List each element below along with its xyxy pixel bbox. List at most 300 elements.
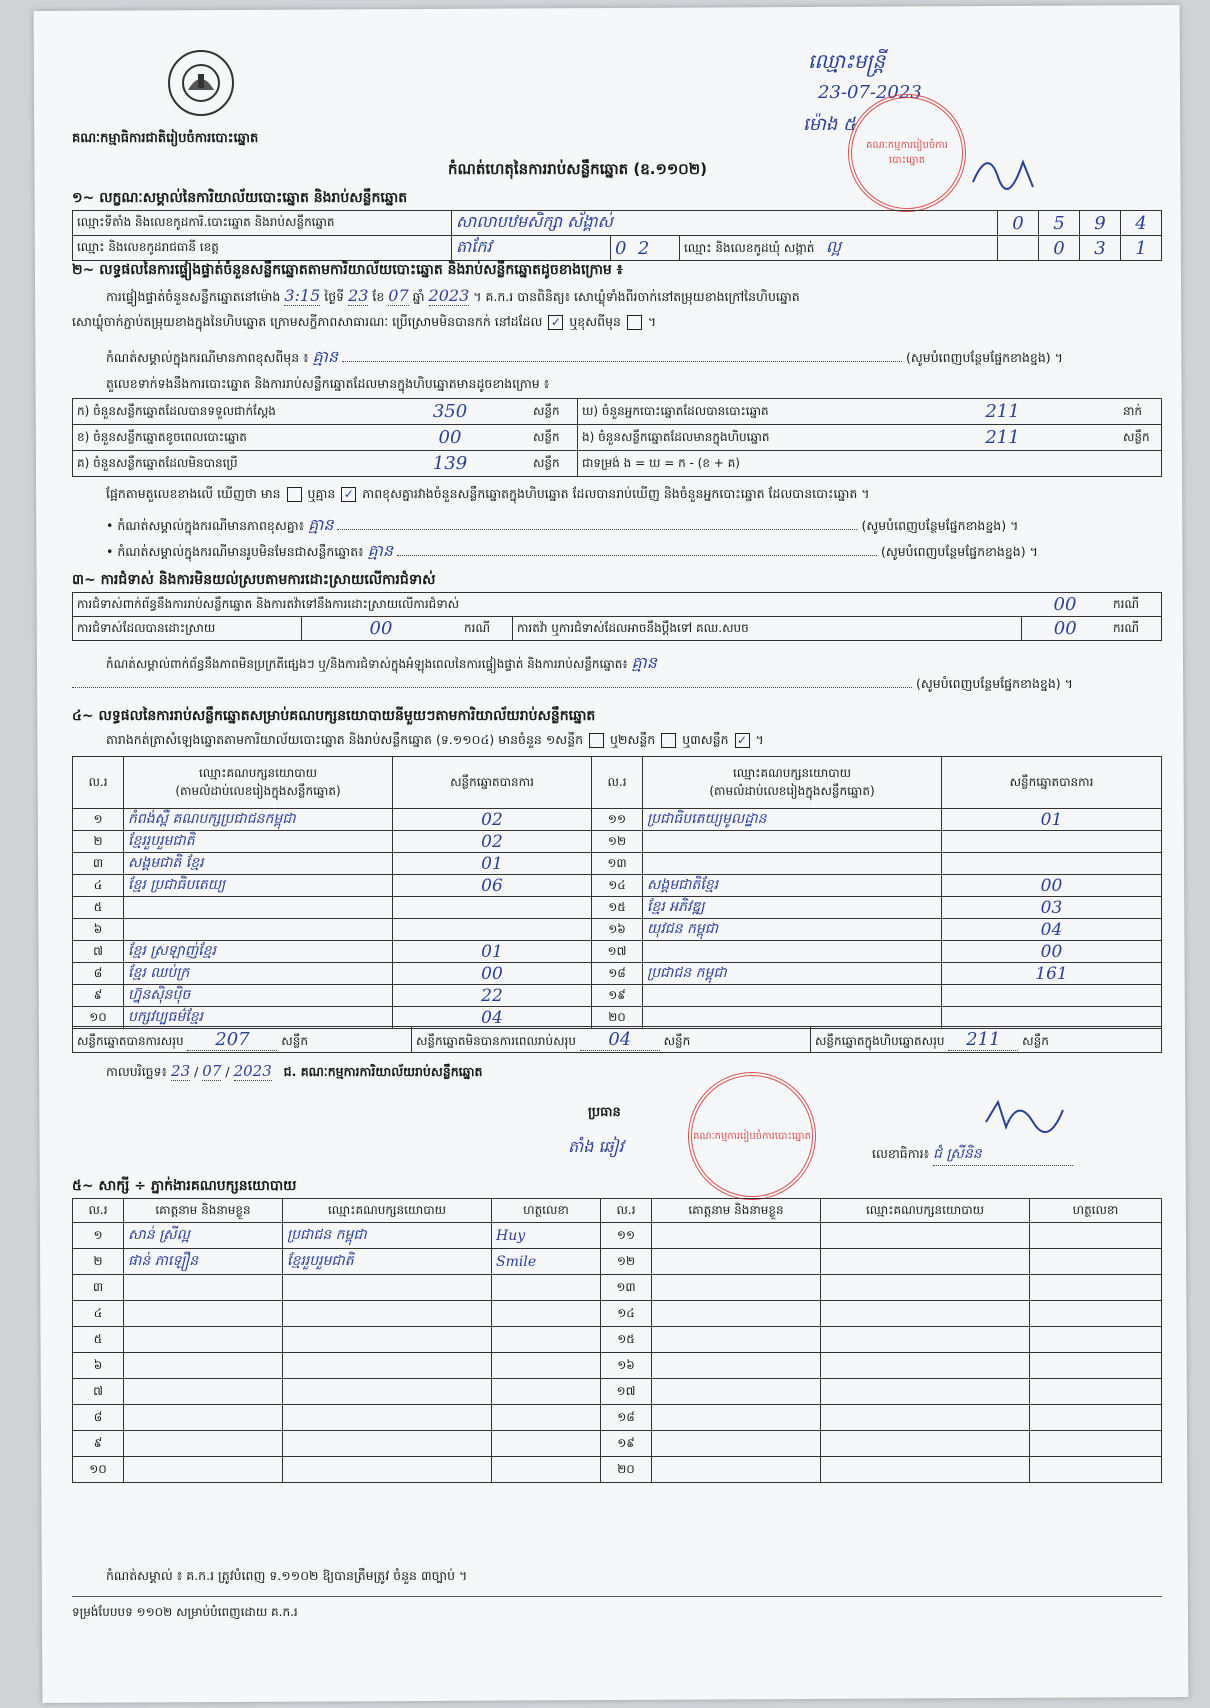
seal-text: សោឃ្លុំចាក់ភ្ជាប់តម្រុយខាងក្នុងនៃហិបឆ្នោត ក្រោមសក្ខីភាពសាធារណៈ ប្រើស្រោមមិនបានកក់ នៅដដែល — [72, 314, 543, 329]
verify-year: 2023 — [428, 286, 470, 305]
result-no: ៩ — [73, 985, 124, 1007]
witness-empty-cell — [821, 1327, 1030, 1353]
result-votes: 00 — [393, 963, 592, 985]
witness-row — [73, 1327, 1162, 1353]
witness-no: ៨ — [73, 1405, 124, 1431]
witness-party — [283, 1327, 492, 1353]
section1-heading: ១~ លក្ខណៈសម្គាល់នៃការិយាល័យបោះឆ្នោត និងរាប់សន្លឹកឆ្នោត — [72, 190, 408, 206]
w-col-no-left: ល.រ — [73, 1199, 124, 1223]
secretary-signature — [978, 1092, 1068, 1142]
witness-empty-cell — [821, 1301, 1030, 1327]
witness-row — [73, 1249, 1162, 1275]
figures-table — [72, 398, 1162, 477]
witness-party — [283, 1457, 492, 1483]
irregularity-note-line — [106, 652, 657, 676]
result-votes: 02 — [393, 831, 592, 853]
witness-empty-cell — [1030, 1327, 1162, 1353]
result-party: ប្រជាធិបតេយ្យមូលដ្ឋាន — [643, 809, 942, 831]
result-party: បក្សវប្បធម៌ខ្មែរ — [124, 1007, 393, 1029]
total-invalid-cell — [412, 1027, 811, 1053]
w-col-name-left: គោត្តនាម និងនាមខ្លួន — [124, 1199, 283, 1223]
verification-line — [106, 286, 800, 308]
results-row — [73, 875, 1162, 897]
difference-note-line — [106, 514, 1166, 538]
results-body — [73, 809, 1162, 1029]
spoiled-label: ខ) ចំនួនសន្លឹកឆ្នោតខូចពេលបោះឆ្នោត — [73, 425, 372, 451]
witness-sign — [492, 1379, 601, 1405]
results-row — [73, 897, 1162, 919]
witness-party — [283, 1405, 492, 1431]
witness-sign — [492, 1301, 601, 1327]
verify-day: 23 — [348, 286, 369, 305]
w-col-no-right: ល.រ — [601, 1199, 652, 1223]
commune-value: ល្អ — [825, 237, 842, 256]
witness-name — [124, 1405, 283, 1431]
witness-empty-cell — [821, 1249, 1030, 1275]
result-party — [124, 897, 393, 919]
unused-label: គ) ចំនួនសន្លឹកឆ្នោតដែលមិនបានប្រើ — [73, 451, 372, 477]
resolved-label: ការជំទាស់ដែលបានដោះស្រាយ — [73, 617, 302, 641]
commune-label: ឈ្មោះ និងលេខកូដឃុំ សង្កាត់ — [684, 241, 815, 255]
chair-title: ប្រធាន — [588, 1105, 621, 1120]
witness-empty-cell — [821, 1457, 1030, 1483]
section5-heading: ៥~ សាក្សី ÷ ភ្នាក់ងារគណបក្សនយោបាយ — [72, 1178, 297, 1194]
result-no: ១៧ — [592, 941, 643, 963]
col-no-left: ល.រ — [73, 757, 124, 809]
witness-no: ១១ — [601, 1223, 652, 1249]
result-party: ប្រជាជន កម្ពុជា — [643, 963, 942, 985]
result-party — [124, 919, 393, 941]
witness-row — [73, 1223, 1162, 1249]
col-party-right-sub: (តាមលំដាប់លេខរៀងក្នុងសន្លឹកឆ្នោត) — [709, 783, 875, 798]
witness-no: ៣ — [73, 1275, 124, 1301]
verify-text-e: ។ គ.ក.រ បានពិនិត្យ៖ សោឃ្លុំទាំងពីរចាក់នៅតម្រុយខាងក្រៅនៃហិបឆ្នោត — [473, 289, 800, 304]
verify-text-b: ថ្ងៃទី — [324, 289, 345, 304]
witness-no: ១៥ — [601, 1327, 652, 1353]
witness-party — [283, 1353, 492, 1379]
committee-label: ជ. គណៈកម្មការការិយាល័យរាប់សន្លឹកឆ្នោត — [283, 1064, 483, 1079]
form-page — [48, 12, 1168, 1692]
box-count-value: 211 — [886, 425, 1119, 451]
difference-note-hint: (សូមបំពេញបន្ថែមផ្នែកខាងខ្នង) ។ — [861, 518, 1019, 533]
official-stamp-bottom — [688, 1072, 816, 1200]
witness-name: ផាន់ ភាឡឿន — [124, 1249, 283, 1275]
results-row — [73, 853, 1162, 875]
result-party: ហ្វ៊ុនស៊ិនប៉ិច — [124, 985, 393, 1007]
formula: ជាទម្រង់ ង = ឃ = ក - (ខ + គ) — [578, 451, 1162, 477]
witness-empty-cell — [821, 1405, 1030, 1431]
date-year: 2023 — [233, 1062, 272, 1080]
witness-sign — [492, 1275, 601, 1301]
result-party: ខ្មែរ ប្រជាធិបតេយ្យ — [124, 875, 393, 897]
witness-name — [124, 1353, 283, 1379]
stamp-text-bottom: គណៈកម្មការរៀបចំការបោះឆ្នោត — [693, 1130, 811, 1142]
commune-code-3: 1 — [1121, 236, 1162, 261]
date-label: កាលបរិច្ឆេទ៖ — [106, 1064, 168, 1079]
witness-empty-cell — [652, 1405, 821, 1431]
result-no: ២ — [73, 831, 124, 853]
col-party-left — [124, 757, 393, 809]
witness-no: ១៨ — [601, 1405, 652, 1431]
witness-empty-cell — [1030, 1379, 1162, 1405]
voters-unit: នាក់ — [1119, 399, 1162, 425]
witness-no: ៧ — [73, 1379, 124, 1405]
total-box-label: សន្លឹកឆ្នោតក្នុងហិបឆ្នោតសរុប — [815, 1033, 945, 1048]
witness-sign — [492, 1431, 601, 1457]
totals-table — [72, 1026, 1162, 1053]
appeal-unit: ករណី — [1109, 617, 1162, 641]
box-count-label: ង) ចំនួនសន្លឹកឆ្នោតដែលមានក្នុងហិបឆ្នោត — [578, 425, 887, 451]
irregularity-note-hint: (សូមបំពេញបន្ថែមផ្នែកខាងខ្នង) ។ — [915, 676, 1073, 691]
witness-party — [283, 1275, 492, 1301]
seal-note-hint: (សូមបំពេញបន្ថែមផ្នែកខាងខ្នង) ។ — [906, 350, 1063, 365]
sheets-count-line: តារាងកត់ត្រាសំឡេងឆ្នោតតាមការិយាល័យបោះឆ្នោត និងរាប់សន្លឹកឆ្នោត (ទ.១១០៤) មានចំនួន ១សន្លឹក ឬ២សន្លឹក ឬ៣សន្លឹក ✓ ។ — [106, 732, 764, 747]
footer-form-ref: ទម្រង់បែបបទ ១១០២ សម្រាប់បំពេញដោយ គ.ក.រ — [72, 1605, 298, 1619]
handwritten-note-time: ម៉ោង ៥ — [803, 114, 856, 135]
witness-empty-cell — [1030, 1275, 1162, 1301]
two-sheets-checkbox[interactable] — [661, 733, 676, 748]
verify-text-d: ឆ្នាំ — [412, 289, 425, 304]
result-votes: 03 — [942, 897, 1162, 919]
non-ballot-note-line — [106, 540, 1166, 564]
date-month: 07 — [202, 1062, 222, 1080]
result-no: ៧ — [73, 941, 124, 963]
result-votes: 161 — [942, 963, 1162, 985]
witness-sign — [492, 1353, 601, 1379]
appeal-value: 00 — [1021, 617, 1109, 641]
witness-name — [124, 1327, 283, 1353]
compare-text-a: ផ្អែកតាមតួលេខខាងលើ ឃើញថា មាន — [106, 486, 281, 501]
result-votes — [393, 897, 592, 919]
result-party — [643, 941, 942, 963]
result-party: ខ្មែររួបរួមជាតិ — [124, 831, 393, 853]
witness-empty-cell — [821, 1275, 1030, 1301]
witness-empty-cell — [1030, 1353, 1162, 1379]
date-day: 23 — [171, 1062, 191, 1080]
two-sheets-label: ឬ២សន្លឹក — [610, 732, 656, 747]
witness-row — [73, 1275, 1162, 1301]
result-no: ១៩ — [592, 985, 643, 1007]
changed-checkbox[interactable] — [627, 315, 642, 330]
results-row — [73, 809, 1162, 831]
witness-empty-cell — [821, 1353, 1030, 1379]
signature-top — [968, 142, 1038, 197]
result-no: ៨ — [73, 963, 124, 985]
changed-label: ឬខុសពីមុន — [569, 314, 621, 329]
result-no: ១៣ — [592, 853, 643, 875]
unused-unit: សន្លឹក — [529, 451, 578, 477]
one-sheet-checkbox[interactable] — [589, 733, 604, 748]
result-no: ១៦ — [592, 919, 643, 941]
org-name: គណៈកម្មាធិការជាតិរៀបចំការបោះឆ្នោត — [72, 131, 259, 146]
spoiled-value: 00 — [371, 425, 529, 451]
witness-no: ១៦ — [601, 1353, 652, 1379]
witness-no: ១៧ — [601, 1379, 652, 1405]
witness-empty-cell — [821, 1223, 1030, 1249]
result-no: ១១ — [592, 809, 643, 831]
province-code-1: 0 — [615, 237, 627, 259]
result-party — [643, 985, 942, 1007]
results-row — [73, 831, 1162, 853]
witness-name — [124, 1379, 283, 1405]
result-votes — [942, 831, 1162, 853]
handwritten-note-name: ឈ្មោះមន្ត្រី — [808, 49, 886, 73]
total-box-cell — [811, 1027, 1162, 1053]
witness-name — [124, 1275, 283, 1301]
witness-empty-cell — [821, 1431, 1030, 1457]
witness-no: ១៩ — [601, 1431, 652, 1457]
irregularity-note-value: គ្មាន — [631, 653, 657, 672]
section4-heading: ៤~ លទ្ធផលនៃការរាប់សន្លឹកឆ្នោតសម្រាប់គណបក្សនយោបាយនីមួយៗតាមការិយាល័យរាប់សន្លឹកឆ្នោត — [72, 708, 596, 724]
seal-note-value: គ្មាន — [312, 347, 339, 366]
result-party — [643, 853, 942, 875]
section3-heading: ៣~ ការជំទាស់ និងការមិនយល់ស្របតាមការដោះស្រាយលើការជំទាស់ — [72, 572, 436, 588]
voters-value: 211 — [886, 399, 1119, 425]
w-col-name-right: គោត្តនាម និងនាមខ្លួន — [652, 1199, 821, 1223]
witness-empty-cell — [652, 1353, 821, 1379]
witness-name — [124, 1301, 283, 1327]
witness-table — [72, 1198, 1162, 1483]
province-value: តាកែវ — [452, 236, 611, 261]
w-col-sign-left: ហត្ថលេខា — [492, 1199, 601, 1223]
nec-emblem-icon — [168, 50, 234, 116]
result-no: ១០ — [73, 1007, 124, 1029]
witness-name: សាន់ ស្រីល្អ — [124, 1223, 283, 1249]
result-no: ៤ — [73, 875, 124, 897]
stamp-text-top: គណៈកម្មការរៀបចំការបោះឆ្នោត — [866, 140, 948, 166]
col-party-right — [643, 757, 942, 809]
witness-sign — [492, 1457, 601, 1483]
commune-code-2: 3 — [1080, 236, 1121, 261]
result-votes: 02 — [393, 809, 592, 831]
secretary-line: លេខាធិការ៖ ជំ ស្រីនិន — [872, 1144, 1073, 1166]
result-party: សង្គមជាតិខ្មែរ — [643, 875, 942, 897]
witness-row — [73, 1301, 1162, 1327]
date-line: កាលបរិច្ឆេទ៖ 23 / 07 / 2023 ជ. គណៈកម្មការការិយាល័យរាប់សន្លឹកឆ្នោត — [106, 1062, 483, 1080]
witness-no: ៥ — [73, 1327, 124, 1353]
complaints-unit: ករណី — [1109, 593, 1162, 617]
witness-empty-cell — [652, 1457, 821, 1483]
compare-text-c: ភាពខុសគ្នារវាងចំនួនសន្លឹកឆ្នោតក្នុងហិបឆ្នោត ដែលបានរាប់ឃើញ និងចំនួនអ្នកបោះឆ្នោត ដែលបានបោះឆ្នោត ។ — [362, 486, 870, 501]
seal-note-label: កំណត់សម្គាល់ក្នុងករណីមានភាពខុសពីមុន ៖ — [106, 350, 309, 365]
witness-no: ១៤ — [601, 1301, 652, 1327]
received-unit: សន្លឹក — [529, 399, 578, 425]
col-party-left-title: ឈ្មោះគណបក្សនយោបាយ — [198, 765, 318, 780]
location-code-3: 9 — [1080, 211, 1121, 236]
non-ballot-note-value: គ្មាន — [367, 541, 393, 560]
section1-table — [72, 210, 1162, 261]
result-votes: 22 — [393, 985, 592, 1007]
no-difference-checkbox[interactable]: ✓ — [341, 487, 356, 502]
witness-empty-cell — [652, 1379, 821, 1405]
result-no: ១៥ — [592, 897, 643, 919]
voters-label: ឃ) ចំនួនអ្នកបោះឆ្នោតដែលបានបោះឆ្នោត — [578, 399, 887, 425]
commune-code-1: 0 — [1039, 236, 1080, 261]
witness-no: ១០ — [73, 1457, 124, 1483]
secretary-name: ជំ ស្រីនិន — [933, 1144, 1073, 1166]
result-votes: 01 — [393, 853, 592, 875]
result-party: កំពង់ស្ពឺ គណបក្សប្រជាជនកម្ពុជា — [124, 809, 393, 831]
witness-row — [73, 1353, 1162, 1379]
witness-party: ខ្មែររួបរួមជាតិ — [283, 1249, 492, 1275]
witness-row — [73, 1405, 1162, 1431]
witness-party — [283, 1379, 492, 1405]
result-party: ខ្មែរ អភិវឌ្ឍ — [643, 897, 942, 919]
witness-empty-cell — [652, 1223, 821, 1249]
col-votes-right: សន្លឹកឆ្នោតបានការ — [942, 757, 1162, 809]
chair-signature-name: តាំង ឆៀវ — [568, 1137, 624, 1156]
seal-note-line — [106, 346, 1166, 370]
results-table — [72, 756, 1162, 1029]
result-no: ១៨ — [592, 963, 643, 985]
result-votes: 06 — [393, 875, 592, 897]
result-no: ២០ — [592, 1007, 643, 1029]
results-row — [73, 941, 1162, 963]
witness-empty-cell — [652, 1249, 821, 1275]
witness-row — [73, 1379, 1162, 1405]
irregularity-note-line2 — [72, 676, 1162, 695]
form-title: កំណត់ហេតុនៃការរាប់សន្លឹកឆ្នោត (ឧ.១១០២) — [448, 160, 708, 178]
col-party-right-title: ឈ្មោះគណបក្សនយោបាយ — [732, 765, 852, 780]
witness-no: ១ — [73, 1223, 124, 1249]
witness-row — [73, 1457, 1162, 1483]
total-box-value: 211 — [948, 1029, 1018, 1051]
figures-intro: តួលេខទាក់ទងនឹងការបោះឆ្នោត និងការរាប់សន្លឹកឆ្នោតដែលមានក្នុងហិបឆ្នោតមានដូចខាងក្រោម ៖ — [106, 376, 550, 391]
result-votes: 01 — [393, 941, 592, 963]
witness-sign — [492, 1327, 601, 1353]
witness-no: ១៣ — [601, 1275, 652, 1301]
witness-no: ៦ — [73, 1353, 124, 1379]
resolved-value: 00 — [302, 617, 461, 641]
result-no: ៣ — [73, 853, 124, 875]
location-value: សាលាបឋមសិក្សា ស័ង្គាស់ — [452, 211, 998, 236]
witness-empty-cell — [652, 1301, 821, 1327]
results-row — [73, 963, 1162, 985]
result-no: ៥ — [73, 897, 124, 919]
commune-cell — [680, 236, 998, 261]
three-sheets-checkbox[interactable]: ✓ — [735, 733, 750, 748]
result-party: យុវជន កម្ពុជា — [643, 919, 942, 941]
difference-note-value: គ្មាន — [308, 515, 334, 534]
witness-empty-cell — [1030, 1457, 1162, 1483]
total-valid-value: 207 — [187, 1029, 277, 1051]
witness-no: ១២ — [601, 1249, 652, 1275]
result-votes: 00 — [942, 875, 1162, 897]
non-ballot-note-hint: (សូមបំពេញបន្ថែមផ្នែកខាងខ្នង) ។ — [880, 544, 1038, 559]
footer-note: កំណត់សម្គាល់ ៖ គ.ក.រ ត្រូវបំពេញ ទ.១១០២ ឱ្យបានត្រឹមត្រូវ ចំនួន ៣ច្បាប់ ។ — [106, 1568, 468, 1583]
received-label: ក) ចំនួនសន្លឹកឆ្នោតដែលបានទទួលជាក់ស្តែង — [73, 399, 372, 425]
complaints-table — [72, 592, 1162, 641]
location-code-4: 4 — [1121, 211, 1162, 236]
appeal-label: ការតវ៉ា ឬការជំទាស់ដែលអាចនឹងប្តឹងទៅ គឈ.សបច — [513, 617, 1022, 641]
col-votes-left: សន្លឹកឆ្នោតបានការ — [393, 757, 592, 809]
non-ballot-note-label: • កំណត់សម្គាល់ក្នុងករណីមានរូបមិនមែនជាសន្លឹកឆ្នោត៖ — [106, 544, 364, 559]
witness-sign: Huy — [492, 1223, 601, 1249]
witness-empty-cell — [1030, 1431, 1162, 1457]
complaints-label: ការជំទាស់ពាក់ព័ន្ធនឹងការរាប់សន្លឹកឆ្នោត និងការតវ៉ាទៅនឹងការដោះស្រាយលើការជំទាស់ — [73, 593, 1022, 617]
result-votes: 01 — [942, 809, 1162, 831]
witness-sign — [492, 1405, 601, 1431]
result-no: ១២ — [592, 831, 643, 853]
sheets-intro: តារាងកត់ត្រាសំឡេងឆ្នោតតាមការិយាល័យបោះឆ្នោត និងរាប់សន្លឹកឆ្នោត (ទ.១១០៤) មានចំនួន ១សន្លឹក — [106, 732, 584, 747]
col-party-left-sub: (តាមលំដាប់លេខរៀងក្នុងសន្លឹកឆ្នោត) — [175, 783, 341, 798]
result-votes: 04 — [393, 1007, 592, 1029]
result-party: ខ្មែរ ឈប់ក្រ — [124, 963, 393, 985]
w-col-party-right: ឈ្មោះគណបក្សនយោបាយ — [821, 1199, 1030, 1223]
received-value: 350 — [371, 399, 529, 425]
spoiled-unit: សន្លឹក — [529, 425, 578, 451]
witness-empty-cell — [1030, 1223, 1162, 1249]
location-code-1: 0 — [998, 211, 1039, 236]
witness-empty-cell — [1030, 1301, 1162, 1327]
resolved-unit: ករណី — [460, 617, 513, 641]
province-code — [611, 236, 680, 261]
box-count-unit: សន្លឹក — [1119, 425, 1162, 451]
witness-row — [73, 1431, 1162, 1457]
col-no-right: ល.រ — [592, 757, 643, 809]
witness-empty-cell — [652, 1327, 821, 1353]
total-valid-cell — [73, 1027, 412, 1053]
secretary-label: លេខាធិការ — [872, 1146, 924, 1161]
handwritten-note-date: 23-07-2023 — [818, 82, 922, 103]
total-box-unit: សន្លឹក — [1022, 1033, 1049, 1048]
has-difference-checkbox[interactable] — [287, 487, 302, 502]
section2-heading: ២~ លទ្ធផលនៃការផ្ទៀងផ្ទាត់ចំនួនសន្លឹកឆ្នោតតាមការិយាល័យបោះឆ្នោត និងរាប់សន្លឹកឆ្នោតដូចខាងក្រោម ៖ — [72, 262, 623, 278]
result-no: ១៤ — [592, 875, 643, 897]
result-no: ៦ — [73, 919, 124, 941]
witness-no: ៩ — [73, 1431, 124, 1457]
witness-name — [124, 1457, 283, 1483]
location-code-2: 5 — [1039, 211, 1080, 236]
witness-sign: Smile — [492, 1249, 601, 1275]
witness-empty-cell — [1030, 1249, 1162, 1275]
total-valid-label: សន្លឹកឆ្នោតបានការសរុប — [77, 1033, 184, 1048]
result-party: សង្គមជាតិ ខ្មែរ — [124, 853, 393, 875]
total-invalid-unit: សន្លឹក — [663, 1033, 691, 1048]
result-votes — [942, 853, 1162, 875]
total-valid-unit: សន្លឹក — [281, 1033, 308, 1048]
difference-note-label: • កំណត់សម្គាល់ក្នុងករណីមានភាពខុសគ្នា៖ — [106, 518, 305, 533]
compare-line — [106, 486, 870, 505]
results-row — [73, 919, 1162, 941]
verify-month: 07 — [388, 286, 409, 305]
province-label: ឈ្មោះ និងលេខកូដរាជធានី ខេត្ត — [73, 236, 452, 261]
total-invalid-label: សន្លឹកឆ្នោតមិនបានការពេលរាប់សរុប — [416, 1033, 576, 1048]
total-invalid-value: 04 — [580, 1029, 660, 1051]
witness-no: ២ — [73, 1249, 124, 1275]
witness-empty-cell — [821, 1379, 1030, 1405]
result-votes — [942, 985, 1162, 1007]
w-col-party-left: ឈ្មោះគណបក្សនយោបាយ — [283, 1199, 492, 1223]
results-row — [73, 985, 1162, 1007]
witness-no: ៤ — [73, 1301, 124, 1327]
witness-party: ប្រជាជន កម្ពុជា — [283, 1223, 492, 1249]
witness-party — [283, 1431, 492, 1457]
location-label: ឈ្មោះទីតាំង និងលេខកូដការិ.បោះឆ្នោត និងរាប់សន្លឹកឆ្នោត — [73, 211, 452, 236]
same-checkbox[interactable]: ✓ — [548, 315, 563, 330]
result-votes: 00 — [942, 941, 1162, 963]
result-party: ខ្មែរ ស្រឡាញ់ខ្មែរ — [124, 941, 393, 963]
unused-value: 139 — [371, 451, 529, 477]
province-code-2: 2 — [637, 237, 650, 259]
witness-party — [283, 1301, 492, 1327]
result-party — [643, 831, 942, 853]
witness-empty-cell — [652, 1431, 821, 1457]
witness-empty-cell — [652, 1275, 821, 1301]
verify-text-c: ខែ — [372, 289, 385, 304]
three-sheets-label: ឬ៣សន្លឹក — [682, 732, 729, 747]
witness-body — [73, 1223, 1162, 1483]
